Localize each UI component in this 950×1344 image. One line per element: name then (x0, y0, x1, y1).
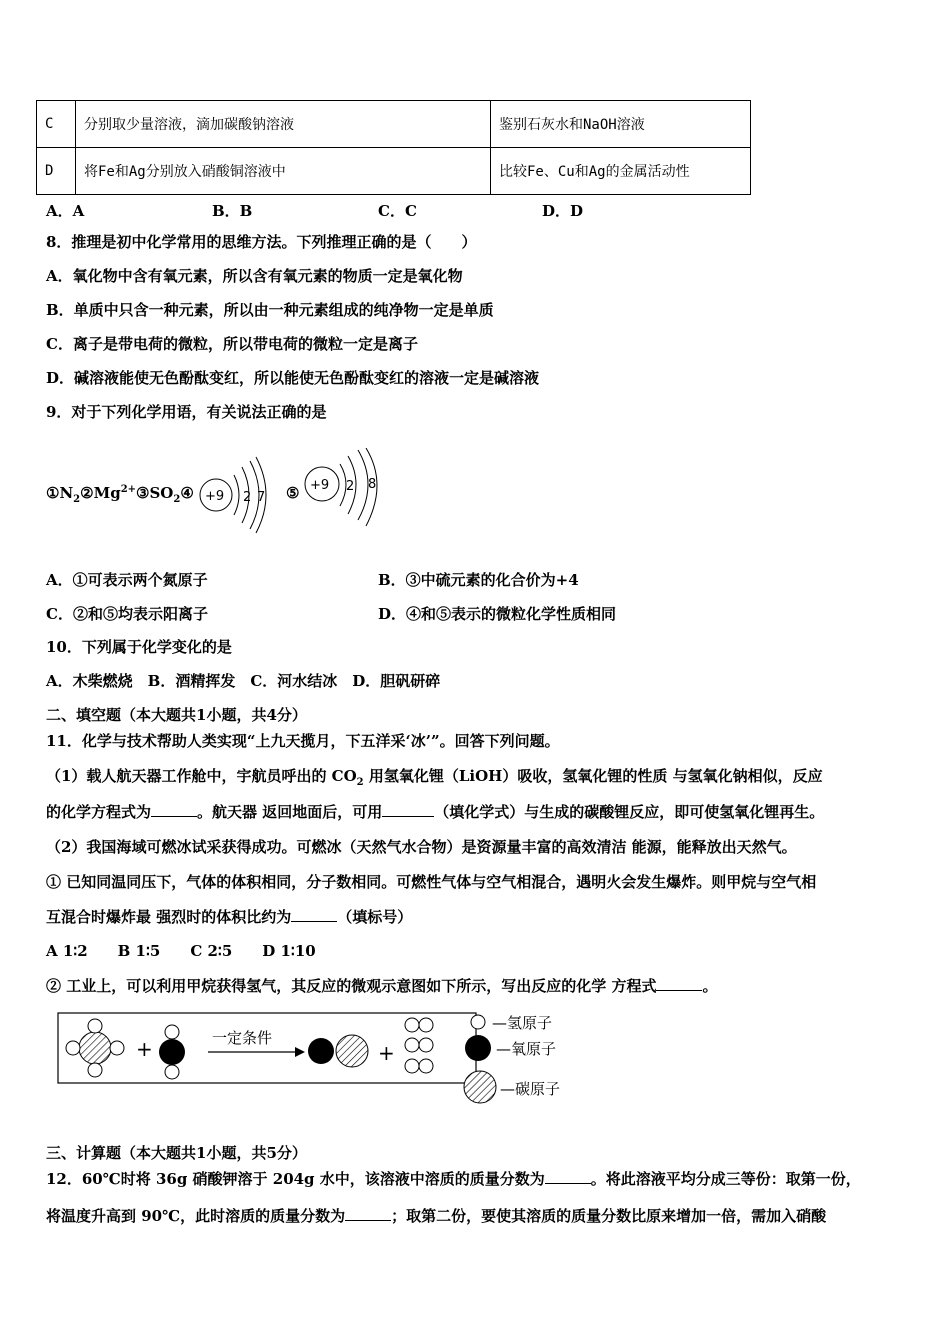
q7-option-c: C．C (378, 202, 417, 220)
formula-4-label: ④ (180, 484, 194, 502)
q11-line7-b: 。 (702, 977, 718, 995)
formula-so2: ③SO (136, 484, 174, 502)
table-cell: 鉴别石灰水和NaOH溶液 (491, 101, 751, 148)
table-row (37, 148, 751, 195)
hydrogen-atom (88, 1019, 102, 1033)
hydrogen-atom (405, 1059, 419, 1073)
q11-line2-b: 。航天器 返回地面后，可用 (197, 803, 383, 821)
legend-hydrogen: —氢原子 (492, 1014, 553, 1032)
answer-blank[interactable] (656, 976, 702, 991)
atom4-nucleus: +9 (205, 489, 225, 504)
q11-line2-c: （填化学式）与生成的碳酸锂反应，即可使氢氧化锂再生。 (434, 803, 825, 821)
legend-oxygen-icon (465, 1035, 491, 1061)
arrow-head (295, 1047, 305, 1057)
q12-line2-a: 将温度升高到 90℃，此时溶质的质量分数为 (46, 1207, 346, 1225)
atom5-shell1: 2 (346, 479, 355, 494)
formula-n2: ①N (46, 484, 74, 502)
hydrogen-atom (110, 1041, 124, 1055)
legend-carbon: —碳原子 (500, 1080, 561, 1098)
formula-mg-sup: 2+ (120, 484, 137, 495)
q7-option-b: B．B (212, 202, 253, 220)
q8-option-a: A．氧化物中含有氧元素，所以含有氧元素的物质一定是氧化物 (46, 267, 463, 285)
q10-options: A．木柴燃烧 B．酒精挥发 C．河水结冰 D．胆矾研碎 (46, 672, 441, 690)
q10-stem: 10．下列属于化学变化的是 (46, 638, 232, 656)
hydrogen-atom (419, 1018, 433, 1032)
q11-line2 (46, 802, 824, 822)
legend-hydrogen-icon (471, 1015, 485, 1029)
q11-choices: A 1∶2 B 1∶5 C 2∶5 D 1∶10 (46, 942, 316, 960)
answer-blank[interactable] (151, 802, 197, 817)
q11-line2-a: 的化学方程式为 (46, 803, 152, 821)
q9-stem: 9．对于下列化学用语，有关说法正确的是 (46, 403, 327, 421)
q9-option-d: D．④和⑤表示的微粒化学性质相同 (378, 605, 617, 623)
q8-option-c: C．离子是带电荷的微粒，所以带电荷的微粒一定是离子 (46, 335, 418, 353)
q9-option-b: B．③中硫元素的化合价为+4 (378, 571, 579, 589)
q12-line2 (46, 1206, 826, 1226)
q12-line1 (46, 1169, 861, 1189)
carbon-atom (336, 1035, 368, 1067)
atom-diagram-5 (300, 448, 390, 528)
q12-line1-b: 。将此溶液平均分成三等份：取第一份， (590, 1170, 861, 1188)
q7-option-a: A．A (46, 202, 85, 220)
answer-blank[interactable] (291, 907, 337, 922)
q7-option-d: D．D (542, 202, 584, 220)
q12-line1-a: 12．60℃时将 36g 硝酸钾溶于 204g 水中，该溶液中溶质的质量分数为 (46, 1170, 545, 1188)
table-cell: D (37, 148, 76, 195)
hydrogen-atom (165, 1065, 179, 1079)
oxygen-atom (159, 1039, 185, 1065)
q8-option-d: D．碱溶液能使无色酚酞变红，所以能使无色酚酞变红的溶液一定是碱溶液 (46, 369, 540, 387)
q11-line1-b: 用氢氧化锂（LiOH）吸收，氢氧化锂的性质 与氢氧化钠相似，反应 (363, 767, 823, 785)
q11-line4: ① 已知同温同压下，气体的体积相同，分子数相同。可燃性气体与空气相混合，遇明火会发生爆炸。则甲烷与空气相 (46, 873, 817, 891)
hydrogen-atom (405, 1018, 419, 1032)
table-cell: 分别取少量溶液，滴加碳酸钠溶液 (76, 101, 491, 148)
atom-diagram-4 (196, 455, 286, 535)
section-3-heading: 三、计算题（本大题共1小题，共5分） (46, 1144, 307, 1162)
formula-n2-sub: 2 (73, 494, 81, 505)
q11-line7-a: ② 工业上，可以利用甲烷获得氢气，其反应的微观示意图如下所示，写出反应的化学 方程式 (46, 977, 657, 995)
section-2-heading: 二、填空题（本大题共1小题，共4分） (46, 706, 307, 724)
q11-co2-sub: 2 (356, 777, 364, 788)
table-cell: C (37, 101, 76, 148)
hydrogen-atom (88, 1063, 102, 1077)
legend-oxygen: —氧原子 (496, 1040, 557, 1058)
formula-so2-sub: 2 (173, 494, 181, 505)
carbon-atom (79, 1032, 111, 1064)
plus-sign: + (136, 1037, 153, 1061)
q11-line1 (46, 766, 823, 793)
q11-line5 (46, 907, 412, 927)
formula-5-label: ⑤ (286, 484, 300, 502)
q8-option-b: B．单质中只含一种元素，所以由一种元素组成的纯净物一定是单质 (46, 301, 494, 319)
q11-line5-a: 互混合时爆炸最 强烈时的体积比约为 (46, 908, 292, 926)
q11-line1-a: （1）载人航天器工作舱中，宇航员呼出的 CO (46, 767, 357, 785)
hydrogen-atom (419, 1059, 433, 1073)
q11-line3: （2）我国海域可燃冰试采获得成功。可燃冰（天然气水合物）是资源量丰富的高效清洁 能源，能释放出天然气。 (46, 838, 797, 856)
atom4-shell2: 7 (257, 490, 266, 505)
atom5-nucleus: +9 (310, 478, 330, 493)
answer-blank[interactable] (382, 802, 434, 817)
atom5-shell2: 8 (368, 477, 377, 492)
table-row (37, 101, 751, 148)
hydrogen-atom (165, 1025, 179, 1039)
q9-option-c: C．②和⑤均表示阳离子 (46, 605, 208, 623)
table-cell: 比较Fe、Cu和Ag的金属活动性 (491, 148, 751, 195)
answer-blank[interactable] (545, 1169, 591, 1184)
arrow-label: 一定条件 (212, 1029, 273, 1047)
q11-stem: 11．化学与技术帮助人类实现“上九天揽月，下五洋采‘冰’”。回答下列问题。 (46, 732, 560, 750)
plus-sign: + (378, 1041, 395, 1065)
q9-formulas (46, 484, 194, 505)
reaction-diagram (40, 1010, 600, 1110)
answer-blank[interactable] (345, 1206, 391, 1221)
atom4-shell1: 2 (243, 490, 252, 505)
q12-line2-b: ；取第二份，要使其溶质的质量分数比原来增加一倍，需加入硝酸 (391, 1207, 827, 1225)
q11-line5-b: （填标号） (337, 908, 413, 926)
hydrogen-atom (66, 1041, 80, 1055)
q9-option-a: A．①可表示两个氮原子 (46, 571, 208, 589)
q11-line7 (46, 976, 717, 996)
hydrogen-atom (405, 1038, 419, 1052)
legend-carbon-icon (464, 1071, 496, 1103)
options-table (36, 100, 751, 195)
formula-mg: ②Mg (80, 484, 121, 502)
table-cell: 将Fe和Ag分别放入硝酸铜溶液中 (76, 148, 491, 195)
oxygen-atom (308, 1038, 334, 1064)
q8-stem: 8．推理是初中化学常用的思维方法。下列推理正确的是（ ） (46, 233, 477, 251)
hydrogen-atom (419, 1038, 433, 1052)
